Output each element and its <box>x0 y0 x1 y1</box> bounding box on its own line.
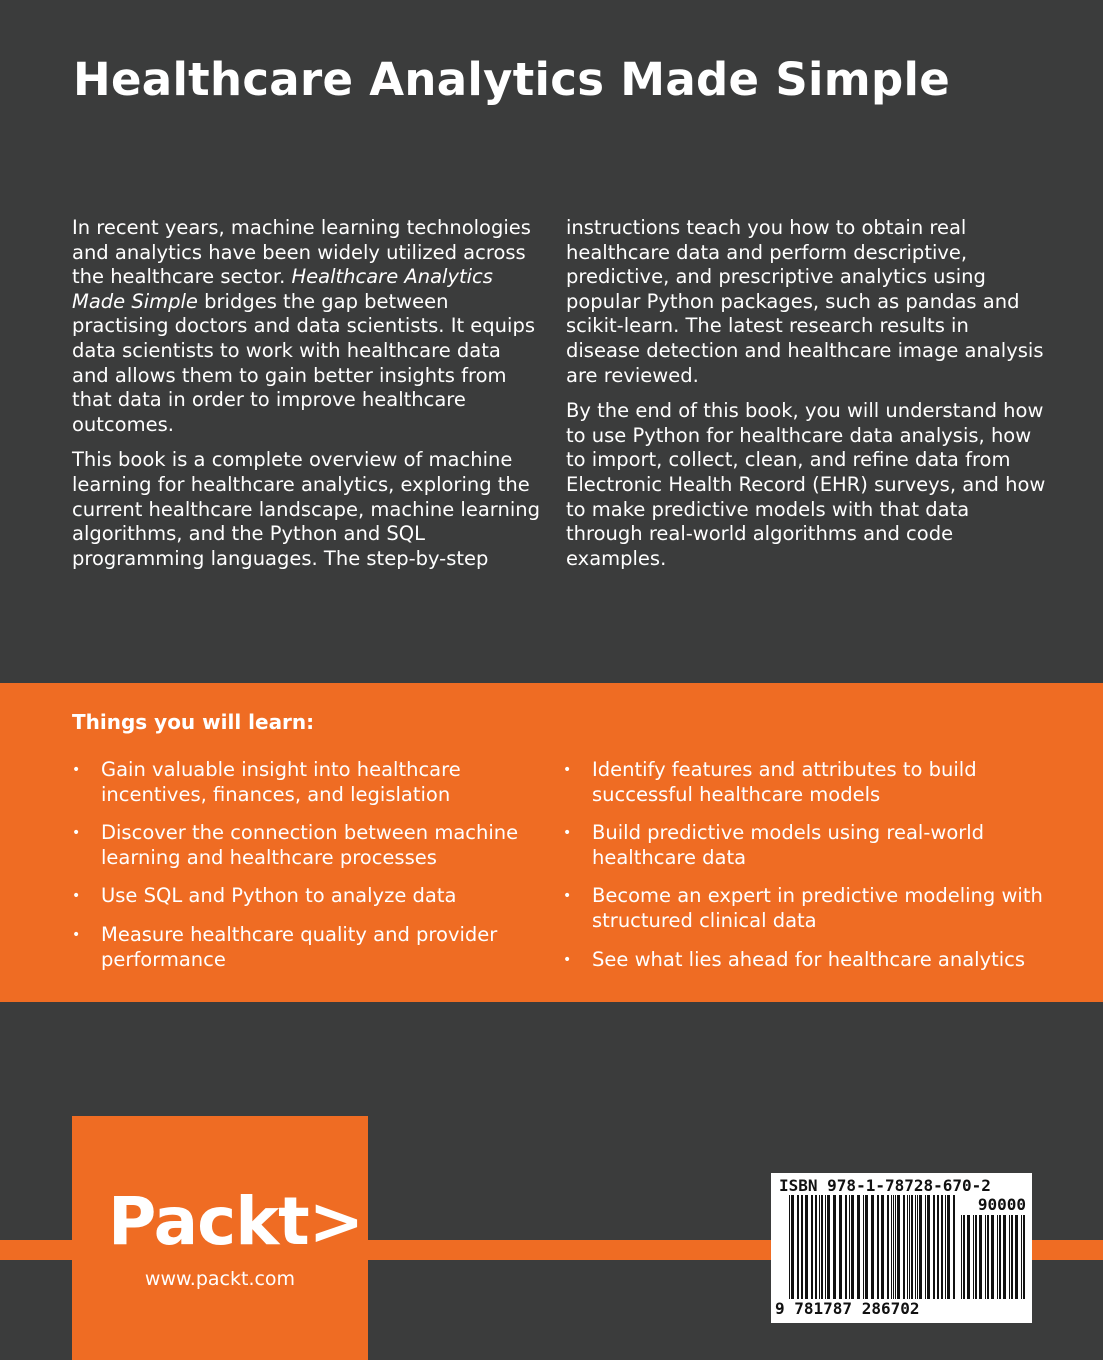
learn-item: • Become an expert in predictive modeling with structured clinical data <box>563 884 1063 933</box>
barcode-bar <box>897 1195 900 1299</box>
description-column-right <box>566 216 1046 582</box>
barcode-bar <box>845 1195 847 1299</box>
barcode-bars-addon <box>961 1215 1025 1299</box>
barcode-bar <box>985 1215 986 1299</box>
description-paragraph-2: This book is a complete overview of machine learning for healthcare analytics, exploring the current healthcare landscape, machine learning algorithms, and the Python and SQL programming languages. The step-by-step <box>72 448 540 570</box>
publisher-url: www.packt.com <box>144 1268 296 1290</box>
barcode-bar <box>811 1195 813 1299</box>
barcode-digits: 9 781787 286702 <box>775 1299 920 1318</box>
barcode-bar <box>857 1195 860 1299</box>
barcode-bar <box>891 1195 892 1299</box>
isbn-barcode <box>771 1173 1032 1323</box>
description-paragraph-4: By the end of this book, you will understand how to use Python for healthcare data analysis, how to import, collect, clean, and refine data from Electronic Health Record (EHR) surveys, and how to make predictive models with that data through real-world algorithms and code examples. <box>566 399 1046 570</box>
barcode-bar <box>881 1195 884 1299</box>
barcode-bar <box>979 1215 982 1299</box>
price-code: 90000 <box>977 1195 1026 1214</box>
description-column-left <box>72 216 542 582</box>
barcode-bar <box>893 1195 894 1299</box>
learn-list-left <box>72 758 552 986</box>
barcode-bar <box>961 1215 962 1299</box>
barcode-bar <box>825 1195 826 1299</box>
barcode-bar <box>907 1195 908 1299</box>
barcode-bar <box>887 1195 889 1299</box>
learn-item: • Identify features and attributes to build successful healthcare models <box>563 758 1063 807</box>
barcode-bar <box>839 1195 842 1299</box>
barcode-bar <box>925 1195 926 1299</box>
learn-list-right <box>563 758 1063 986</box>
barcode-bar <box>1009 1215 1010 1299</box>
publisher-logo-box <box>72 1116 368 1360</box>
isbn-text: ISBN 978-1-78728-670-2 <box>779 1176 991 1195</box>
barcode-bar <box>877 1195 879 1299</box>
barcode-bar <box>911 1195 913 1299</box>
description-paragraph-1: In recent years, machine learning technologies and analytics have been widely utilized across the healthcare sector. Healthcare Analytics Made Simple bridges the gap between practising doctors and data scientists. It equips data scientists to work with healthcare data and allows them to gain better insights from that data in order to improve healthcare outcomes. <box>72 216 535 436</box>
barcode-bars-main <box>789 1195 957 1299</box>
barcode-bar <box>1011 1215 1013 1299</box>
barcode-bar <box>953 1195 955 1299</box>
learn-item: • Use SQL and Python to analyze data <box>72 884 552 909</box>
barcode-bar <box>975 1215 977 1299</box>
book-title: Healthcare Analytics Made Simple <box>73 53 951 106</box>
learn-item: • Discover the connection between machine learning and healthcare processes <box>72 821 552 870</box>
barcode-bar <box>789 1195 790 1299</box>
learn-item: • See what lies ahead for healthcare analytics <box>563 948 1063 973</box>
learn-heading: Things you will learn: <box>72 710 315 734</box>
barcode-bar <box>947 1195 950 1299</box>
packt-logo: Packt> <box>108 1183 364 1260</box>
barcode-bar <box>819 1195 820 1299</box>
barcode-bar <box>801 1195 803 1299</box>
barcode-bar <box>987 1215 989 1299</box>
barcode-bar <box>999 1215 1001 1299</box>
barcode-bar <box>851 1195 854 1299</box>
barcode-bar <box>937 1195 939 1299</box>
barcode-bar <box>909 1195 910 1299</box>
book-title-italic: Healthcare Analytics Made Simple <box>72 265 493 313</box>
barcode-bar <box>833 1195 836 1299</box>
barcode-bar <box>871 1195 874 1299</box>
barcode-bar <box>1021 1215 1022 1299</box>
learn-item: • Build predictive models using real-world healthcare data <box>563 821 1063 870</box>
barcode-bar <box>941 1195 943 1299</box>
description-paragraph-3: instructions teach you how to obtain real healthcare data and perform descriptive, predictive, and prescriptive analytics using popular Python packages, such as pandas and scikit-learn. The latest research results in disease detection and healthcare image analysis are reviewed. <box>566 216 1044 387</box>
barcode-bar <box>915 1195 916 1299</box>
barcode-bar <box>849 1195 850 1299</box>
barcode-bar <box>797 1195 799 1299</box>
barcode-bar <box>1015 1215 1018 1299</box>
barcode-bar <box>1003 1215 1006 1299</box>
barcode-bar <box>1023 1215 1025 1299</box>
barcode-bar <box>963 1215 965 1299</box>
barcode-bar <box>991 1215 994 1299</box>
barcode-bar <box>865 1195 868 1299</box>
barcode-bar <box>815 1195 817 1299</box>
learn-item: • Gain valuable insight into healthcare incentives, finances, and legislation <box>72 758 552 807</box>
barcode-bar <box>917 1195 918 1299</box>
barcode-bar <box>967 1215 970 1299</box>
learn-item: • Measure healthcare quality and provider performance <box>72 923 552 972</box>
barcode-bar <box>919 1195 922 1299</box>
barcode-bar <box>933 1195 935 1299</box>
barcode-bar <box>997 1215 998 1299</box>
barcode-bar <box>973 1215 974 1299</box>
barcode-bar <box>895 1195 896 1299</box>
barcode-bar <box>927 1195 930 1299</box>
barcode-bar <box>821 1195 823 1299</box>
barcode-bar <box>805 1195 808 1299</box>
barcode-bar <box>863 1195 864 1299</box>
barcode-bar <box>827 1195 830 1299</box>
barcode-bar <box>903 1195 905 1299</box>
barcode-bar <box>791 1195 794 1299</box>
barcode-bar <box>945 1195 946 1299</box>
